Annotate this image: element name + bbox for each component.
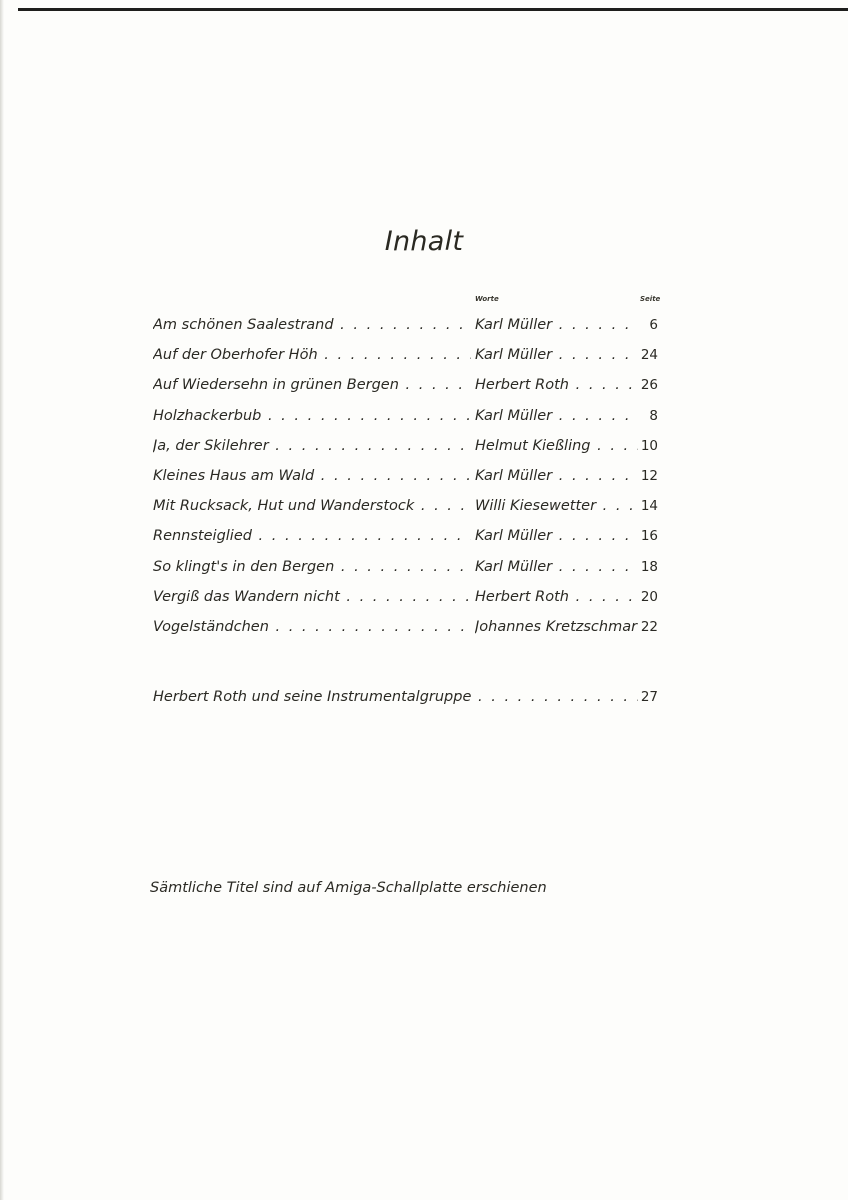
entry-page: 26: [638, 372, 658, 398]
toc-entry: [153, 614, 658, 644]
toc-entry: [153, 372, 658, 402]
entry-author: Helmut Kießling . . .: [475, 433, 638, 459]
entry-page: 10: [638, 433, 658, 459]
entry-author: Karl Müller . . .: [475, 312, 638, 338]
entry-author: Karl Müller . . .: [475, 523, 638, 549]
entry-title: Kleines Haus am Wald . . .: [153, 463, 471, 489]
entry-title: Am schönen Saalestrand . . .: [153, 312, 471, 338]
column-header-seite: Seite: [640, 295, 661, 303]
entry-author: Karl Müller . . .: [475, 554, 638, 580]
entry-title: Ja, der Skilehrer . . .: [153, 433, 471, 459]
entry-author: Herbert Roth . . .: [475, 372, 638, 398]
toc-entry: [153, 342, 658, 372]
toc-entry: [153, 403, 658, 433]
footnote: Sämtliche Titel sind auf Amiga-Schallplatte erschienen: [150, 880, 547, 896]
entry-title: So klingt's in den Bergen . . .: [153, 554, 471, 580]
toc-extra-entry: [153, 684, 658, 712]
entry-page: 12: [638, 463, 658, 489]
extra-entry-title: Herbert Roth und seine Instrumentalgruppe . . .: [153, 684, 638, 710]
column-header-worte: Worte: [475, 295, 499, 303]
entry-title: Auf der Oberhofer Höh . . .: [153, 342, 471, 368]
extra-entry-page: 27: [638, 684, 658, 710]
entry-author: Herbert Roth . . .: [475, 584, 638, 610]
toc-entry: [153, 312, 658, 342]
toc-entry: [153, 433, 658, 463]
entry-title: Mit Rucksack, Hut und Wanderstock . . .: [153, 493, 471, 519]
entry-page: 24: [638, 342, 658, 368]
toc-entry: [153, 554, 658, 584]
entry-author: Karl Müller . . .: [475, 342, 638, 368]
entry-title: Rennsteiglied . . .: [153, 523, 471, 549]
entry-page: 16: [638, 523, 658, 549]
entry-author: Karl Müller . . .: [475, 403, 638, 429]
entry-title: Vergiß das Wandern nicht . . .: [153, 584, 471, 610]
entry-page: 20: [638, 584, 658, 610]
table-of-contents: [153, 312, 658, 644]
toc-entry: [153, 584, 658, 614]
entry-author: Willi Kiesewetter . . .: [475, 493, 638, 519]
toc-entry: [153, 463, 658, 493]
entry-page: 18: [638, 554, 658, 580]
entry-page: 14: [638, 493, 658, 519]
toc-entry: [153, 523, 658, 553]
entry-title: Auf Wiedersehn in grünen Bergen . . .: [153, 372, 471, 398]
entry-page: 6: [638, 312, 658, 338]
entry-page: 8: [638, 403, 658, 429]
entry-page: 22: [638, 614, 658, 640]
page-left-shadow: [0, 0, 4, 1200]
page-top-edge: [18, 8, 848, 11]
toc-entry: [153, 493, 658, 523]
entry-title: Vogelständchen . . .: [153, 614, 471, 640]
page-title: Inhalt: [384, 226, 464, 257]
entry-title: Holzhackerbub . . .: [153, 403, 471, 429]
entry-author: Johannes Kretzschmar . . .: [475, 614, 638, 640]
entry-author: Karl Müller . . .: [475, 463, 638, 489]
